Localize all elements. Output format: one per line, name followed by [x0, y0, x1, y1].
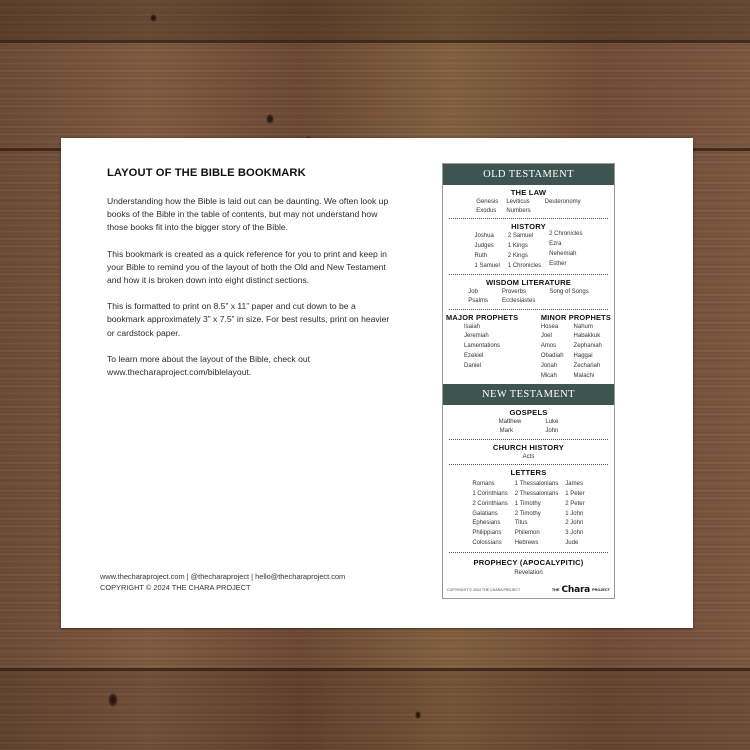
book-column: [499, 418, 522, 435]
bookmark-footer: [443, 584, 614, 596]
book: Habakkuk: [573, 333, 601, 340]
new-testament-band: NEW TESTAMENT: [443, 384, 614, 405]
book: Matthew: [498, 419, 522, 426]
book: Daniel: [464, 362, 482, 369]
book-column: [476, 198, 498, 215]
book-columns: [443, 232, 614, 271]
bookmark: [442, 163, 615, 599]
book: Revelation: [514, 569, 543, 576]
book: Genesis: [476, 199, 499, 205]
book: Song of Songs: [549, 289, 589, 296]
wood-knot: [108, 693, 118, 707]
book-column: [472, 480, 507, 549]
logo-prefix: THE: [551, 588, 560, 592]
book-column: [514, 569, 542, 578]
book-column: [565, 480, 584, 549]
book: Galatians: [472, 510, 498, 517]
book-column: [508, 232, 541, 271]
intro-paragraph: To learn more about the layout of the Bible, check out www.thecharaproject.com/biblelayout.: [107, 353, 311, 378]
book: 2 John: [565, 520, 584, 527]
section-title: WISDOM LITERATURE: [485, 278, 572, 288]
book-column: [523, 453, 535, 462]
book: Job: [468, 289, 478, 296]
book-column: [545, 198, 581, 215]
wood-knot: [150, 14, 157, 22]
paper-sheet: [61, 138, 693, 628]
book-column: [468, 288, 488, 305]
book: Esther: [549, 260, 567, 267]
copyright-line: COPYRIGHT © 2024 THE CHARA PROJECT: [100, 583, 251, 592]
book: 1 Chronicles: [507, 262, 542, 269]
book: Amos: [540, 343, 557, 350]
book: Zephaniah: [573, 343, 602, 350]
book: Jude: [565, 539, 579, 546]
section-title: MAJOR PROPHETS: [446, 312, 519, 322]
book: Nehemiah: [549, 250, 577, 257]
book: John: [545, 427, 559, 434]
book: 3 John: [565, 530, 584, 537]
section-title: PROPHECY (APOCALYPITIC): [473, 557, 584, 567]
book: Ephesians: [472, 520, 501, 527]
section-wisdom: [443, 275, 614, 309]
book: 2 Samuel: [507, 233, 534, 240]
book-columns: [443, 569, 614, 578]
book: 2 Chronicles: [549, 231, 583, 238]
contact-line: www.thecharaproject.com | @thecharaproject | hello@thecharaproject.com: [100, 572, 346, 581]
book: Acts: [522, 453, 535, 460]
book: Ezekiel: [464, 352, 484, 359]
book: Romans: [472, 481, 495, 488]
wood-seam: [0, 40, 750, 43]
book: 1 Corinthians: [472, 490, 508, 497]
section-church-history: [443, 440, 614, 466]
book-columns: [541, 323, 611, 382]
book: 1 Samuel: [474, 262, 500, 269]
intro-section: [107, 167, 392, 392]
book-column: [515, 480, 559, 549]
book: 2 Corinthians: [472, 500, 508, 507]
book: Titus: [514, 520, 528, 527]
book: Psalms: [468, 297, 488, 304]
intro-paragraph: This bookmark is created as a quick reference for you to print and keep in your Bible to remind you of the layout of both the Old and New Testament and how it is broken down into eight distinct sections.: [107, 248, 387, 286]
bookmark-copyright: COPYRIGHT © 2024 THE CHARA PROJECT: [447, 588, 521, 592]
book: 2 Peter: [565, 500, 585, 507]
section-title: CHURCH HISTORY: [492, 442, 565, 452]
book: 1 John: [565, 510, 584, 517]
book: Ecclesiastes: [501, 297, 536, 304]
book: Mark: [499, 427, 513, 434]
book-column: [502, 288, 535, 305]
book: Leviticus: [506, 199, 530, 205]
book: Deuteronomy: [544, 199, 581, 205]
book-column: [549, 288, 588, 305]
page-title: LAYOUT OF THE BIBLE BOOKMARK: [107, 167, 306, 179]
book: 2 Timothy: [514, 510, 541, 517]
book-column: [549, 230, 582, 271]
book: Ezra: [549, 240, 562, 247]
book-columns: [443, 480, 614, 549]
book: Malachi: [573, 372, 595, 379]
book-columns: [443, 198, 614, 215]
book: 2 Kings: [507, 252, 528, 259]
book: Philemon: [514, 530, 540, 537]
minor-prophets: [541, 313, 611, 382]
book: Exodus: [476, 207, 497, 214]
book: Nahum: [573, 323, 593, 330]
book: James: [565, 481, 583, 488]
book-columns: [443, 453, 614, 462]
intro-paragraph: This is formatted to print on 8.5” x 11” paper and cut down to be a bookmark approximately 3” x 7.5” in size. For best results, print on heavier or cardstock paper.: [107, 301, 390, 338]
section-prophets: [443, 310, 614, 382]
book: Numbers: [506, 207, 531, 214]
intro-paragraph: Understanding how the Bible is laid out can be daunting. We often look up books of the Bible in the table of contents, but may not understand how those books fit into the bigger story of the Bible.: [107, 196, 389, 233]
book: Hebrews: [514, 539, 539, 546]
book: 1 Thessalonians: [514, 481, 559, 488]
section-prophecy: [443, 553, 614, 578]
book: Joshua: [474, 233, 494, 240]
book: Colossians: [472, 539, 502, 546]
book-column: [474, 232, 499, 271]
book: Proverbs: [501, 289, 526, 296]
book: 1 Kings: [507, 242, 528, 249]
section-title: HISTORY: [511, 222, 546, 232]
book: Luke: [545, 419, 559, 426]
book: 1 Timothy: [514, 500, 541, 507]
book: Joel: [540, 333, 552, 340]
book-column: [506, 198, 530, 215]
book: Hosea: [540, 323, 559, 330]
book: Jeremiah: [464, 333, 489, 340]
book-columns: [443, 288, 614, 305]
wood-knot: [415, 711, 421, 719]
book: Jonah: [540, 362, 558, 369]
book-column: [541, 323, 564, 382]
book-column: [464, 323, 500, 372]
book: Ruth: [474, 252, 488, 259]
old-testament-band: OLD TESTAMENT: [443, 164, 614, 185]
book: Isaiah: [464, 323, 481, 330]
chara-project-logo: [552, 585, 610, 595]
page-footer: [100, 571, 345, 593]
section-title: MINOR PROPHETS: [540, 312, 611, 322]
book-columns: [443, 418, 614, 435]
book: Lamentations: [464, 343, 501, 350]
section-title: THE LAW: [510, 188, 547, 197]
section-law: [443, 185, 614, 219]
book: Micah: [540, 372, 557, 379]
wood-plank-shade: [0, 0, 750, 40]
section-title: GOSPELS: [509, 408, 548, 418]
major-prophets: [446, 313, 518, 382]
book: Judges: [474, 242, 494, 249]
section-history: [443, 219, 614, 275]
book: Haggai: [573, 352, 593, 359]
wood-plank-shade: [0, 670, 750, 750]
book: Philippians: [472, 530, 502, 537]
book: Zechariah: [573, 362, 601, 369]
logo-main: Chara: [561, 585, 591, 595]
book: Obadiah: [540, 352, 564, 359]
book-column: [574, 323, 602, 382]
book: 1 Peter: [565, 490, 585, 497]
book-columns: [446, 323, 518, 372]
wood-knot: [266, 114, 274, 124]
section-gospels: [443, 405, 614, 439]
section-title: LETTERS: [510, 468, 547, 478]
book-column: [545, 418, 558, 435]
logo-suffix: PROJECT: [592, 588, 610, 592]
section-letters: [443, 465, 614, 553]
book: 2 Thessalonians: [514, 490, 559, 497]
